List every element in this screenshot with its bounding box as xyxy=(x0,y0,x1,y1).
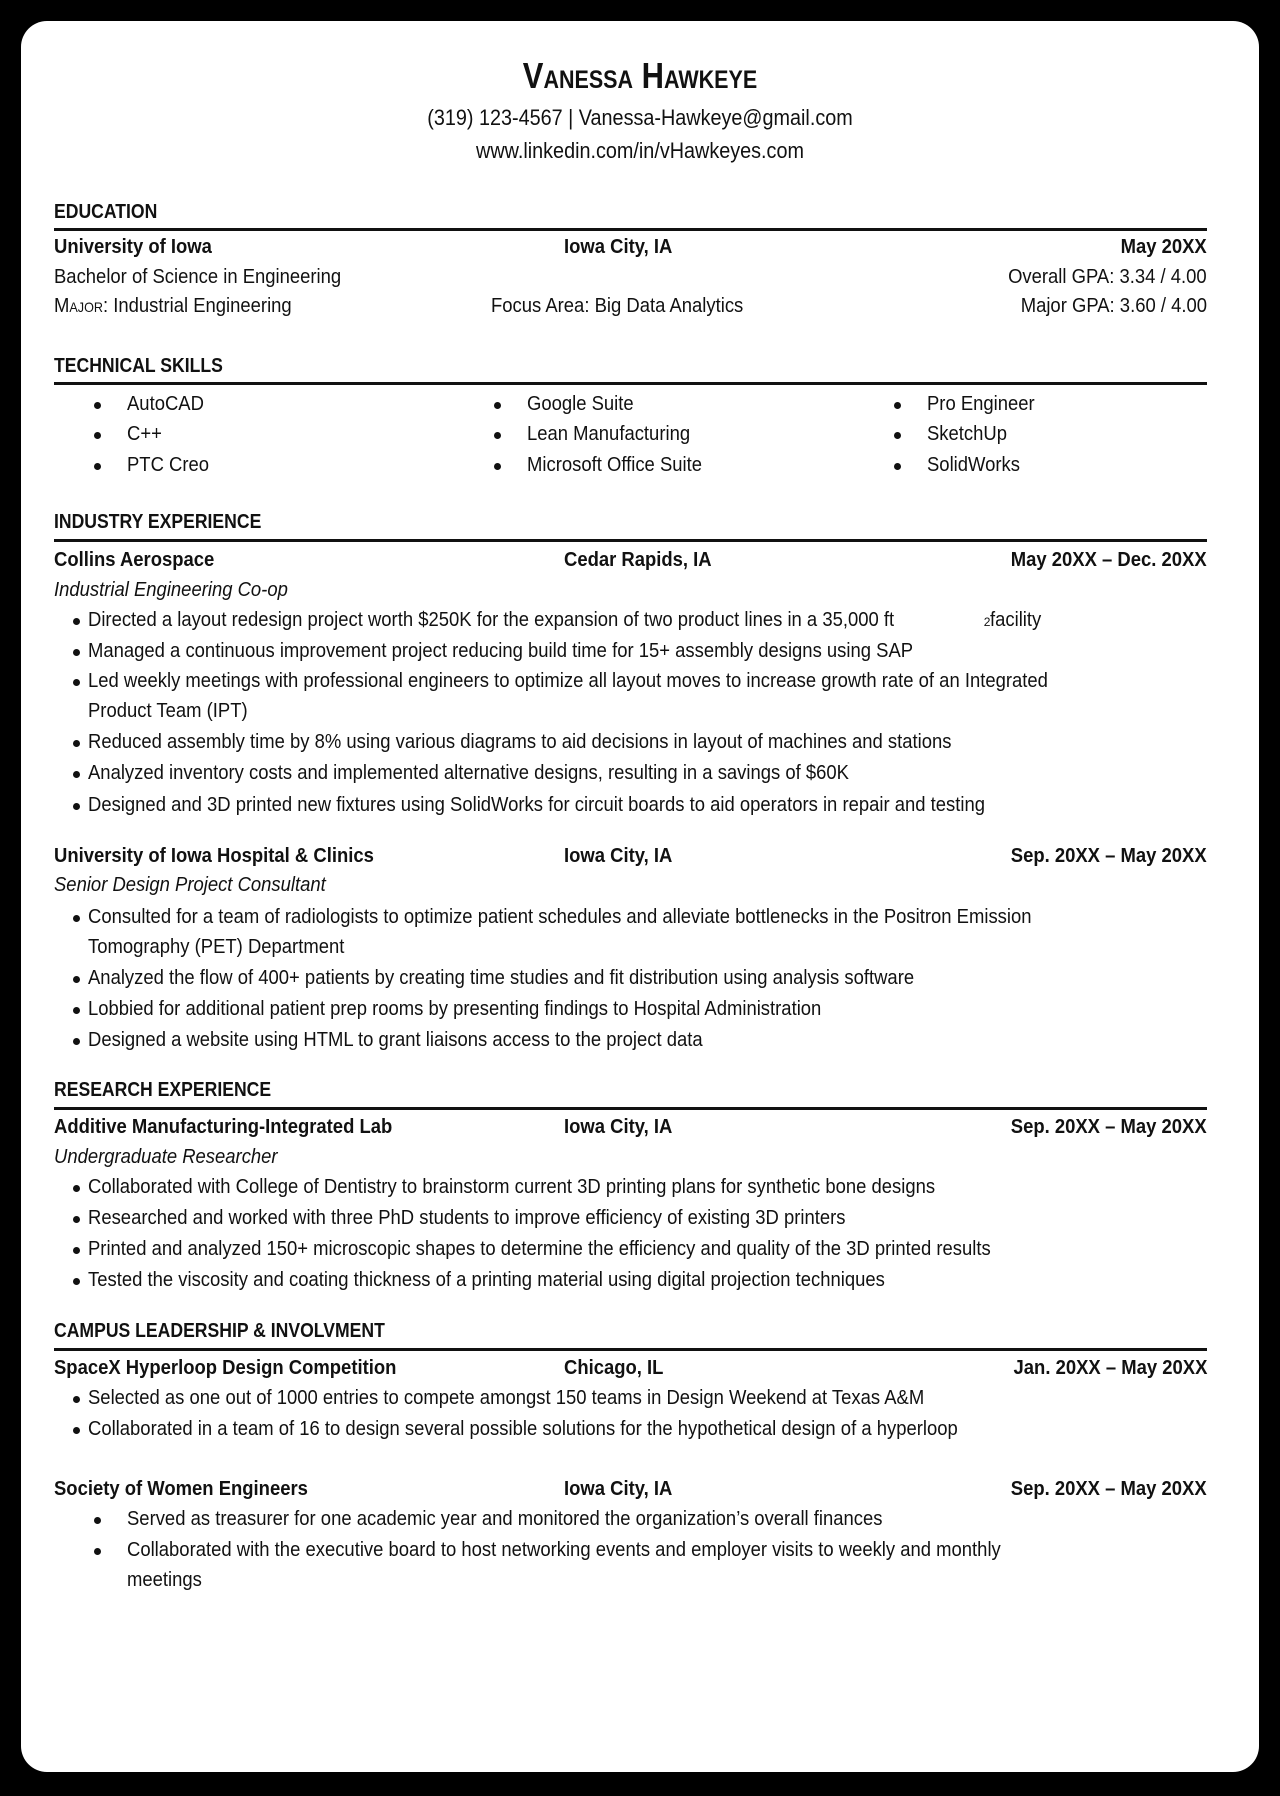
bullet-item xyxy=(527,452,721,478)
job-org xyxy=(54,843,409,869)
bullet-item xyxy=(927,452,1030,478)
bullet-text: Selected as one out of 1000 entries to compete amongst 150 teams in Design Weekend at Texas A&M xyxy=(88,1386,925,1409)
campus-date xyxy=(992,1355,1207,1381)
school-name xyxy=(54,234,229,260)
bullet-text: Directed a layout redesign project worth $250K for the expansion of two product lines in a 35,000 ft xyxy=(88,608,895,631)
bullet-text: Led weekly meetings with professional engineers to optimize all layout moves to increase growth rate of an Integrated xyxy=(88,669,1048,692)
bullet-item xyxy=(88,668,1155,694)
bullet-icon xyxy=(94,463,101,470)
bullet-icon xyxy=(73,976,80,983)
campus-location xyxy=(564,1476,684,1502)
research-date xyxy=(989,1114,1207,1140)
research-location xyxy=(564,1114,684,1140)
graduation-date xyxy=(1111,234,1207,260)
bullet-icon xyxy=(73,1007,80,1014)
bullet-text: Lobbied for additional patient prep rooms by presenting findings to Hospital Administration xyxy=(88,997,822,1020)
linkedin-url: www.linkedin.com/in/vHawkeyes.com xyxy=(476,138,804,163)
bullet-icon xyxy=(73,771,80,778)
job-location xyxy=(564,547,728,573)
major-gpa xyxy=(1000,293,1207,319)
job-location-text: Cedar Rapids, IA xyxy=(564,548,712,571)
focus-area xyxy=(491,293,771,319)
section-title-education: EDUCATION xyxy=(54,201,158,223)
bullet-text: Designed and 3D printed new fixtures using SolidWorks for circuit boards to aid operators in repair and testing xyxy=(88,793,986,816)
bullet-text: Tested the viscosity and coating thickness of a printing material using digital projection techniques xyxy=(88,1268,885,1291)
bullet-text: Analyzed the flow of 400+ patients by creating time studies and fit distribution using analysis software xyxy=(88,966,915,989)
bullet-item xyxy=(127,391,212,417)
bullet-continuation xyxy=(127,1567,210,1593)
job-date xyxy=(989,843,1207,869)
bullet-text: AutoCAD xyxy=(127,392,204,415)
research-org-text: Additive Manufacturing-Integrated Lab xyxy=(54,1115,393,1138)
campus-date xyxy=(989,1476,1207,1502)
bullet-item xyxy=(127,452,218,478)
bullet-text: Tomography (PET) Department xyxy=(88,935,345,958)
campus-org-text: Society of Women Engineers xyxy=(54,1477,308,1500)
bullet-icon xyxy=(73,1185,80,1192)
candidate-name: Vanessa Hawkeye xyxy=(522,55,758,96)
bullet-text: Collaborated with College of Dentistry to brainstorm current 3D printing plans for synthetic bone designs xyxy=(88,1175,936,1198)
bullet-continuation xyxy=(88,698,265,724)
campus-date-text: Sep. 20XX – May 20XX xyxy=(1011,1477,1207,1500)
job-location-text: Iowa City, IA xyxy=(564,844,673,867)
bullet-item xyxy=(88,904,1136,930)
job-date-text: Sep. 20XX – May 20XX xyxy=(1011,844,1207,867)
bullet-item xyxy=(88,996,903,1022)
research-org xyxy=(54,1114,430,1140)
school-location-text: Iowa City, IA xyxy=(564,235,673,258)
section-divider xyxy=(54,228,1207,231)
bullet-item xyxy=(88,638,1005,664)
job-org-text: University of Iowa Hospital & Clinics xyxy=(54,844,374,867)
bullet-text: meetings xyxy=(127,1568,202,1591)
bullet-text: Printed and analyzed 150+ microscopic shapes to determine the efficiency and quality of the 3D printed results xyxy=(88,1237,991,1260)
bullet-icon xyxy=(894,432,901,439)
job-date-text: May 20XX – Dec. 20XX xyxy=(1011,548,1207,571)
bullet-item xyxy=(527,391,646,417)
bullet-item xyxy=(88,965,1006,991)
school-name-text: University of Iowa xyxy=(54,235,212,258)
bullet-text: SketchUp xyxy=(927,422,1008,445)
bullet-text: Lean Manufacturing xyxy=(527,422,691,445)
job-role-text: Senior Design Project Consultant xyxy=(54,873,326,896)
bullet-item xyxy=(127,1537,1098,1563)
campus-org-text: SpaceX Hyperloop Design Competition xyxy=(54,1356,397,1379)
campus-location-text: Chicago, IL xyxy=(564,1356,664,1379)
bullet-text: Served as treasurer for one academic year and monitored the organization’s overall finances xyxy=(127,1507,883,1530)
research-date-text: Sep. 20XX – May 20XX xyxy=(1011,1115,1207,1138)
bullet-item xyxy=(88,729,1047,755)
bullet-icon xyxy=(94,1548,101,1555)
bullet-icon xyxy=(94,1517,101,1524)
research-role xyxy=(54,1144,302,1170)
bullet-icon xyxy=(73,1427,80,1434)
degree-text: Bachelor of Science in Engineering xyxy=(54,265,342,288)
bullet-item xyxy=(88,1027,771,1053)
bullet-icon xyxy=(73,1038,80,1045)
bullet-icon xyxy=(73,740,80,747)
bullet-icon xyxy=(73,1216,80,1223)
bullet-item xyxy=(88,1416,1054,1442)
campus-date-text: Jan. 20XX – May 20XX xyxy=(1013,1356,1207,1379)
bullet-icon xyxy=(894,402,901,409)
job-org-text: Collins Aerospace xyxy=(54,548,215,571)
bullet-item xyxy=(88,792,1085,818)
bullet-text: Microsoft Office Suite xyxy=(527,453,703,476)
job-location xyxy=(564,843,684,869)
bullet-item xyxy=(88,1205,930,1231)
contact-line: (319) 123-4567 | Vanessa-Hawkeye@gmail.com xyxy=(427,105,853,130)
bullet-icon xyxy=(73,1247,80,1254)
bullet-text: Designed a website using HTML to grant liaisons access to the project data xyxy=(88,1028,703,1051)
campus-location xyxy=(564,1355,674,1381)
focus-area-text: Focus Area: Big Data Analytics xyxy=(491,294,744,317)
bullet-icon xyxy=(494,402,501,409)
bullet-item xyxy=(127,421,166,447)
bullet-item xyxy=(127,1506,966,1532)
bullet-text: Collaborated with the executive board to host networking events and employer visits to weekly and monthly xyxy=(127,1538,1001,1561)
section-title-skills: TECHNICAL SKILLS xyxy=(54,355,223,377)
job-date xyxy=(989,547,1207,573)
job-role xyxy=(54,577,314,603)
bullet-text: Product Team (IPT) xyxy=(88,699,248,722)
section-title-industry: INDUSTRY EXPERIENCE xyxy=(54,511,262,533)
section-title-campus: CAMPUS LEADERSHIP & INVOLVMENT xyxy=(54,1320,385,1342)
bullet-text: Researched and worked with three PhD students to improve efficiency of existing 3D printers xyxy=(88,1206,846,1229)
section-title-research: RESEARCH EXPERIENCE xyxy=(54,1079,272,1101)
major xyxy=(54,293,318,319)
bullet-item xyxy=(527,421,708,447)
bullet-icon xyxy=(73,679,80,686)
major-gpa-text: Major GPA: 3.60 / 4.00 xyxy=(1020,294,1207,317)
bullet-item: Directed a layout redesign project worth $250K for the expansion of two product lines in a 35,000 ft 2 facility xyxy=(88,608,1042,631)
bullet-icon xyxy=(73,915,80,922)
overall-gpa-text: Overall GPA: 3.34 / 4.00 xyxy=(1008,265,1207,288)
bullet-text: Reduced assembly time by 8% using various diagrams to aid decisions in layout of machines and stations xyxy=(88,730,952,753)
overall-gpa xyxy=(986,264,1207,290)
campus-org xyxy=(54,1476,336,1502)
research-role-text: Undergraduate Researcher xyxy=(54,1145,278,1168)
job-role xyxy=(54,872,356,898)
bullet-text: C++ xyxy=(127,422,162,445)
bullet-icon xyxy=(894,463,901,470)
campus-org xyxy=(54,1355,434,1381)
bullet-item xyxy=(88,760,934,786)
section-divider xyxy=(54,1107,1207,1110)
bullet-text: Collaborated in a team of 16 to design several possible solutions for the hypothetical design of a hyperloop xyxy=(88,1417,958,1440)
bullet-continuation xyxy=(88,934,373,960)
bullet-icon xyxy=(494,463,501,470)
campus-location-text: Iowa City, IA xyxy=(564,1477,673,1500)
degree xyxy=(54,264,373,290)
research-location-text: Iowa City, IA xyxy=(564,1115,673,1138)
bullet-item xyxy=(88,1174,1029,1200)
section-divider xyxy=(54,1348,1207,1351)
bullet-icon xyxy=(94,432,101,439)
resume-page xyxy=(21,21,1259,1772)
graduation-date-text: May 20XX xyxy=(1120,235,1207,258)
bullet-item xyxy=(927,421,1016,447)
bullet-icon xyxy=(73,618,80,625)
bullet-item xyxy=(927,391,1047,417)
major-value: : Industrial Engineering xyxy=(102,294,292,317)
bullet-icon xyxy=(94,402,101,409)
section-divider xyxy=(54,382,1207,385)
bullet-icon xyxy=(73,649,80,656)
bullet-text: Managed a continuous improvement project reducing build time for 15+ assembly designs using SAP xyxy=(88,639,914,662)
bullet-text: PTC Creo xyxy=(127,453,210,476)
bullet-text: Analyzed inventory costs and implemented alternative designs, resulting in a savings of $60K xyxy=(88,761,849,784)
section-divider xyxy=(54,539,1207,542)
bullet-text-tail: facility xyxy=(990,608,1042,631)
bullet-icon xyxy=(73,803,80,810)
job-role-text: Industrial Engineering Co-op xyxy=(54,578,288,601)
major-label: Major xyxy=(54,294,103,317)
bullet-icon xyxy=(494,432,501,439)
bullet-text: Google Suite xyxy=(527,392,634,415)
bullet-text: Consulted for a team of radiologists to optimize patient schedules and alleviate bottlenecks in the Positron Emission xyxy=(88,905,1032,928)
job-org xyxy=(54,547,232,573)
bullet-icon xyxy=(73,1278,80,1285)
bullet-text: Pro Engineer xyxy=(927,392,1035,415)
bullet-text: SolidWorks xyxy=(927,453,1020,476)
bullet-icon xyxy=(73,1396,80,1403)
bullet-item xyxy=(88,1385,1017,1411)
bullet-item xyxy=(88,1267,973,1293)
school-location xyxy=(564,234,684,260)
bullet-item xyxy=(88,1236,1091,1262)
